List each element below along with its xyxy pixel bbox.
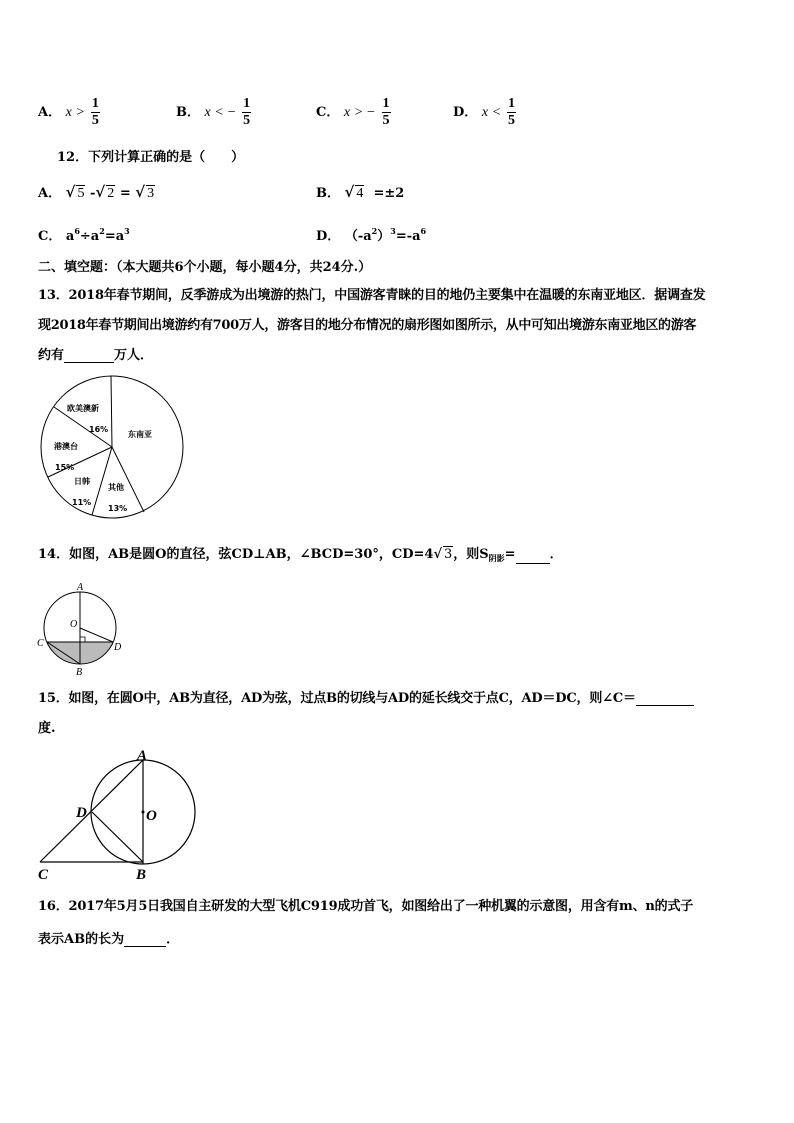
pie-label-gangaotai: 港澳台 [54,442,78,451]
label-o: O [146,808,157,824]
q15-answer-blank[interactable] [636,693,694,706]
q12-option-a: A． √ 5 -√ 2 = √ 3 [38,183,155,201]
q12-option-d: D． $(-a^2)^3=-a^6$ [316,226,427,244]
q13-pie-chart [40,374,190,524]
q11-option-d: D． x < $\frac{1}{5}$ [453,96,515,128]
label-b: B [76,667,83,678]
q16-answer-blank[interactable] [124,934,166,947]
label-a: A [137,748,148,764]
pie-pct-gangaotai: 15% [55,463,75,472]
pie-label-qita: 其他 [108,483,124,492]
q15-figure [34,746,234,884]
q13-line-3: 约有 万人． [38,348,154,363]
q12-option-b: B． √ 4 =±2 [316,183,405,201]
label-a: A [77,582,84,593]
pie-pct-oumei: 16% [89,425,109,434]
q14-figure [34,580,130,678]
label-d: D [76,805,87,821]
label-c: C [37,638,44,649]
section-heading: 二、填空题：（本大题共6个小题，每小题4分，共24分.） [38,260,372,275]
q11-option-b: B． x < − $\frac{1}{5}$ [176,96,251,128]
q11-option-c: C． x > − $\frac{1}{5}$ [316,96,390,128]
q14-text: 14．如图，AB是圆O的直径，弦CD⊥AB，∠BCD=30°，CD=4√ 3，则$S_{阴影}=$ ． [38,547,563,563]
pie-pct-rihan: 11% [72,498,92,507]
q13-line-1: 13．2018年春节期间，反季游成为出境游的热门，中国游客青睐的目的地仍主要集中在温暖的东南亚地区．据调查发 [38,288,706,303]
q11-option-a: A． x > $\frac{1}{5}$ [38,96,99,128]
q12-stem: 12．下列计算正确的是（ ） [57,150,245,165]
q13-line-2: 现2018年春节期间出境游约有700万人，游客目的地分布情况的扇形图如图所示，从中可知出境游东南亚地区的游客 [38,318,697,333]
label-d: D [114,642,122,653]
q12-option-c: C． $a^6\div a^2=a^3$ [38,226,130,244]
q15-line-1: 15．如图，在圆O中，AB为直径，AD为弦，过点B的切线与AD的延长线交于点C，AD＝DC，则∠C＝ [38,687,694,706]
q13-answer-blank[interactable] [64,350,114,363]
segment-db [92,812,143,862]
pie-label-rihan: 日韩 [74,477,90,486]
q14-answer-blank[interactable] [516,551,550,564]
label-c: C [38,867,49,883]
label-o: O [70,619,78,630]
q15-line-2: 度. [38,721,56,736]
pie-pct-qita: 13% [108,504,128,513]
right-angle-mark [80,637,85,642]
center-dot [142,811,145,814]
pie-label-dongnanya: 东南亚 [128,430,152,439]
label-b: B [136,867,147,883]
pie-label-oumei: 欧美澳新 [67,404,99,413]
q16-line-2: 表示AB的长为 ． [38,932,180,947]
q16-line-1: 16．2017年5月5日我国自主研发的大型飞机C919成功首飞，如图给出了一种机翼的示意图，用含有m、n的式子 [38,899,694,914]
